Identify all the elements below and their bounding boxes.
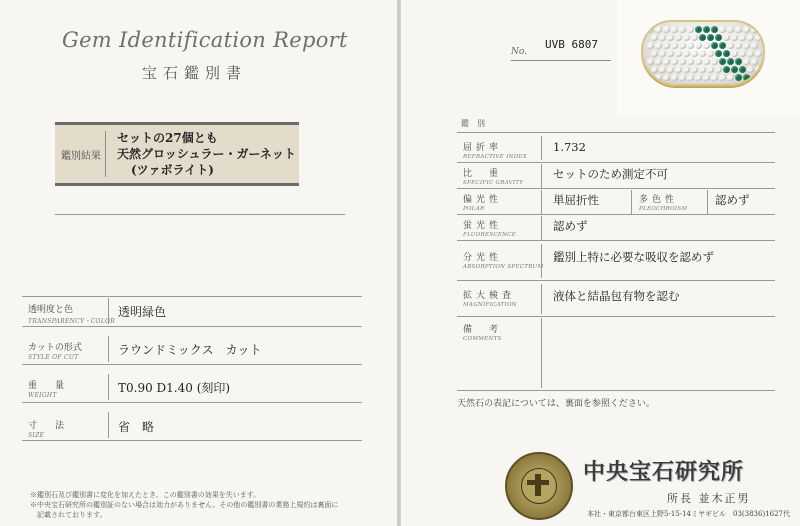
diamond-stone [671, 42, 678, 49]
diamond-stone [707, 50, 714, 57]
report-number-label: No. [511, 47, 527, 57]
row-value-transparency: 透明緑色 [118, 305, 167, 319]
diamond-stone [691, 34, 698, 41]
diamond-stone [747, 66, 754, 73]
diamond-stone [743, 42, 750, 49]
diamond-stone [699, 50, 706, 57]
diamond-stone [671, 58, 678, 65]
diamond-stone [683, 34, 690, 41]
row-label-pleochroism: 多色性 PLEOCHROISM [639, 195, 688, 212]
green-stone [731, 66, 738, 73]
row-divider [541, 216, 542, 240]
divider [22, 296, 362, 297]
diamond-stone [687, 74, 694, 81]
diamond-stone [695, 58, 702, 65]
row-divider [108, 412, 109, 438]
diamond-stone [667, 34, 674, 41]
section-label-identification: 鑑 別 [461, 119, 485, 128]
diamond-stone [675, 34, 682, 41]
diamond-stone [695, 42, 702, 49]
number-underline [511, 60, 611, 61]
diamond-stone [683, 50, 690, 57]
divider [457, 390, 775, 391]
diamond-stone [723, 34, 730, 41]
row-divider [541, 136, 542, 160]
diamond-stone [663, 74, 670, 81]
diamond-stone [695, 74, 702, 81]
row-divider [541, 190, 542, 214]
diamond-stone [751, 42, 758, 49]
natural-stone-footnote: 天然石の表記については、裏面を参照ください。 [457, 399, 655, 409]
diamond-stone [687, 58, 694, 65]
diamond-stone [667, 66, 674, 73]
row-divider [707, 190, 708, 214]
row-label-weight: 重 量 WEIGHT [28, 381, 65, 399]
diamond-stone [683, 66, 690, 73]
row-label-magnification: 拡大検査 MAGNIFICATION [463, 291, 517, 308]
disclaimer-notes: ※鑑別石及び鑑別書に変化を加えたとき、この鑑別書の効果を失います。 ※中央宝石研究所の鑑別証のない場合は効力がありません。その他の鑑別書の業務上規約は裏面に 記載されております。 [30, 491, 339, 519]
row-label-comments: 備 考 COMMENTS [463, 325, 503, 342]
diamond-stone [691, 66, 698, 73]
diamond-stone [651, 50, 658, 57]
divider [55, 214, 345, 215]
result-line-3: (ツァボライト) [131, 163, 214, 177]
green-stone [727, 58, 734, 65]
green-stone [711, 26, 718, 33]
row-label-polar: 偏光性 POLAR [463, 195, 503, 212]
diamond-stone [711, 74, 718, 81]
diamond-stone [739, 34, 746, 41]
diamond-stone [699, 66, 706, 73]
divider [22, 402, 362, 403]
diamond-stone [651, 66, 658, 73]
diamond-stone [647, 42, 654, 49]
director-name: 所長 並木正男 [667, 492, 751, 505]
diamond-stone [735, 26, 742, 33]
diamond-stone [647, 58, 654, 65]
row-value-cut: ラウンドミックス カット [118, 343, 262, 357]
laboratory-name: 中央宝石研究所 [583, 460, 745, 485]
diamond-stone [663, 26, 670, 33]
row-value-magnification: 液体と結晶包有物を認む [553, 289, 680, 303]
result-line-2: 天然グロッシュラー・ガーネット [117, 147, 296, 161]
green-stone [707, 34, 714, 41]
diamond-stone [747, 50, 754, 57]
diamond-stone [751, 58, 758, 65]
report-left-page [0, 0, 397, 526]
green-stone [703, 26, 710, 33]
divider [457, 214, 775, 215]
row-divider [541, 284, 542, 314]
report-subtitle: 宝石鑑別書 [142, 64, 248, 82]
diamond-stone [703, 74, 710, 81]
report-title: Gem Identification Report [62, 28, 348, 52]
diamond-stone [747, 34, 754, 41]
diamond-stone [671, 74, 678, 81]
result-line-1: セットの27個とも [117, 131, 218, 145]
row-value-weight: T0.90 D1.40 (刻印) [118, 381, 231, 395]
diamond-stone [691, 50, 698, 57]
diamond-stone [711, 58, 718, 65]
laboratory-seal [505, 452, 573, 520]
row-label-fluorescence: 蛍光性 FLUORESCENCE [463, 221, 517, 238]
diamond-stone [703, 42, 710, 49]
row-divider [108, 374, 109, 400]
row-label-size: 寸 法 SIZE [28, 421, 65, 439]
row-divider [541, 164, 542, 188]
diamond-stone [675, 50, 682, 57]
diamond-stone [679, 26, 686, 33]
row-label-spectrum: 分光性 ABSORPTION SPECTRUM [463, 253, 544, 270]
row-divider [541, 318, 542, 388]
report-number: UVB 6807 [545, 38, 598, 51]
diamond-stone [659, 34, 666, 41]
diamond-stone [735, 42, 742, 49]
diamond-stone [655, 58, 662, 65]
result-text [117, 130, 296, 178]
identification-result-box [55, 122, 299, 186]
divider [457, 240, 775, 241]
diamond-stone [731, 50, 738, 57]
row-label-cut: カットの形式 STYLE OF CUT [28, 343, 82, 361]
divider [457, 162, 775, 163]
diamond-stone [671, 26, 678, 33]
diamond-stone [743, 58, 750, 65]
green-stone [695, 26, 702, 33]
diamond-stone [687, 26, 694, 33]
diamond-stone [679, 74, 686, 81]
green-stone [723, 50, 730, 57]
diamond-stone [731, 34, 738, 41]
diamond-stone [743, 26, 750, 33]
diamond-stone [655, 26, 662, 33]
green-stone [711, 42, 718, 49]
green-stone [715, 34, 722, 41]
row-value-spectrum: 鑑別上特に必要な吸収を認めず [553, 250, 714, 264]
diamond-stone [663, 42, 670, 49]
row-divider [631, 190, 632, 214]
ring-image [641, 20, 765, 86]
diamond-stone [647, 74, 654, 81]
diamond-stone [663, 58, 670, 65]
diamond-stone [655, 74, 662, 81]
diamond-stone [675, 66, 682, 73]
diamond-stone [751, 74, 758, 81]
diamond-stone [739, 50, 746, 57]
divider [22, 326, 362, 327]
diamond-stone [719, 74, 726, 81]
row-divider [108, 336, 109, 362]
row-value-pleochroism: 認めず [715, 193, 750, 207]
diamond-stone [659, 50, 666, 57]
row-value-specific-gravity: セットのため測定不可 [553, 167, 668, 181]
diamond-stone [679, 58, 686, 65]
result-label: 鑑別結果 [61, 151, 101, 162]
divider [457, 280, 775, 281]
diamond-stone [751, 26, 758, 33]
diamond-stone [715, 66, 722, 73]
laboratory-address: 本社・東京都台東区上野5-15-14ミヤギビル 03(3836)1627代 [587, 510, 790, 518]
green-stone [719, 42, 726, 49]
diamond-stone [707, 66, 714, 73]
row-value-refractive-index: 1.732 [553, 140, 586, 154]
divider [457, 188, 775, 189]
ring-photo [617, 0, 800, 116]
green-stone [735, 74, 742, 81]
green-stone [699, 34, 706, 41]
diamond-stone [655, 42, 662, 49]
green-stone [719, 58, 726, 65]
diamond-stone [647, 26, 654, 33]
row-value-fluorescence: 認めず [553, 219, 588, 233]
diamond-stone [727, 74, 734, 81]
divider [457, 316, 775, 317]
divider [22, 364, 362, 365]
result-divider [105, 131, 106, 177]
divider [457, 132, 775, 133]
diamond-stone [659, 66, 666, 73]
diamond-stone [727, 26, 734, 33]
divider [22, 440, 362, 441]
diamond-stone [667, 50, 674, 57]
green-stone [723, 66, 730, 73]
green-stone [743, 74, 750, 81]
diamond-stone [651, 34, 658, 41]
diamond-stone [719, 26, 726, 33]
row-label-refractive-index: 屈折率 REFRACTIVE INDEX [463, 143, 527, 160]
diamond-stone [727, 42, 734, 49]
row-label-specific-gravity: 比 重 SPECIFIC GRAVITY [463, 169, 524, 186]
row-value-size: 省 略 [118, 420, 155, 434]
green-stone [739, 66, 746, 73]
row-label-transparency: 透明度と色 TRANSPARENCY・COLOR [28, 305, 116, 325]
report-right-page [401, 0, 800, 526]
diamond-stone [755, 34, 762, 41]
green-stone [715, 50, 722, 57]
diamond-stone [703, 58, 710, 65]
diamond-stone [679, 42, 686, 49]
diamond-stone [755, 66, 762, 73]
diamond-stone [687, 42, 694, 49]
row-value-polar: 単屈折性 [553, 193, 599, 207]
diamond-stone [755, 50, 762, 57]
green-stone [735, 58, 742, 65]
